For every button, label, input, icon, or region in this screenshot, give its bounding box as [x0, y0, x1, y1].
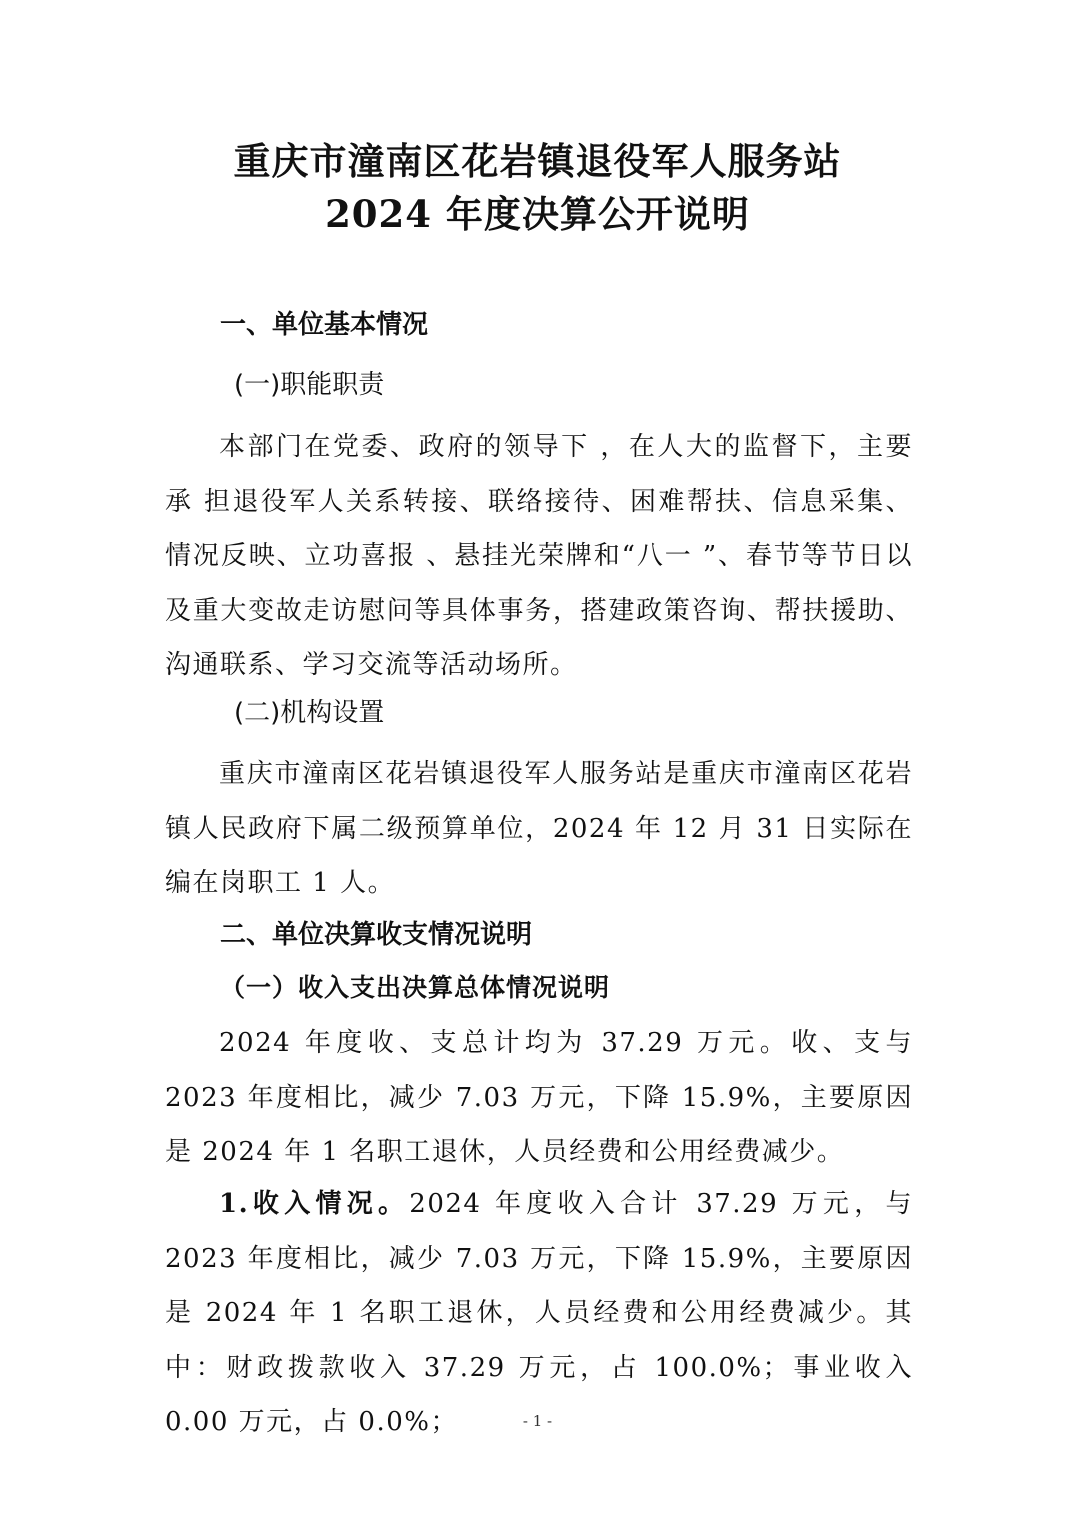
section-heading-basic-info: 一、单位基本情况	[220, 310, 429, 340]
income-text: 2024 年度收入合计 37.29 万元，与 2023 年度相比，减少 7.03 万元，下降 15.9%，主要原因是 2024 年 1 名职工退休，人员经费和公用经费减少。其中：财政拨款收入 37.29 万元，占 100.0%；事业收入 0.00 万元，占 0.0%；	[165, 1189, 913, 1437]
paragraph-functions: 本部门在党委、政府的领导下 ，在人大的监督下，主要承 担退役军人关系转接、联络接待、困难帮扶、信息采集、情况反映、立功喜报 、悬挂光荣牌和“八一 ”、春节等节日以及重大变故走访慰问等具体事务，搭建政策咨询、帮扶援助、沟通联系、学习交流等活动场所。	[165, 432, 913, 680]
paragraph-overview: 2024 年度收、支总计均为 37.29 万元。收、支与 2023 年度相比，减少 7.03 万元，下降 15.9%，主要原因是 2024 年 1 名职工退休，人员经费和公用经费减少。	[165, 1028, 913, 1167]
document-title-line2: 2024 年度决算公开说明	[325, 192, 750, 236]
subheading-organization: (二)机构设置	[234, 698, 385, 728]
page-number: - 1 -	[522, 1412, 553, 1430]
paragraph-income	[165, 1177, 913, 1450]
income-label: 1.收入情况。	[219, 1189, 410, 1219]
document-title-line1: 重庆市潼南区花岩镇退役军人服务站	[233, 139, 842, 183]
subheading-functions: (一)职能职责	[234, 370, 385, 400]
paragraph-organization: 重庆市潼南区花岩镇退役军人服务站是重庆市潼南区花岩镇人民政府下属二级预算单位，2024 年 12 月 31 日实际在编在岗职工 1 人。	[165, 759, 913, 898]
section-heading-budget: 二、单位决算收支情况说明	[220, 920, 533, 950]
subheading-income-expense-overview: （一）收入支出决算总体情况说明	[220, 973, 611, 1002]
